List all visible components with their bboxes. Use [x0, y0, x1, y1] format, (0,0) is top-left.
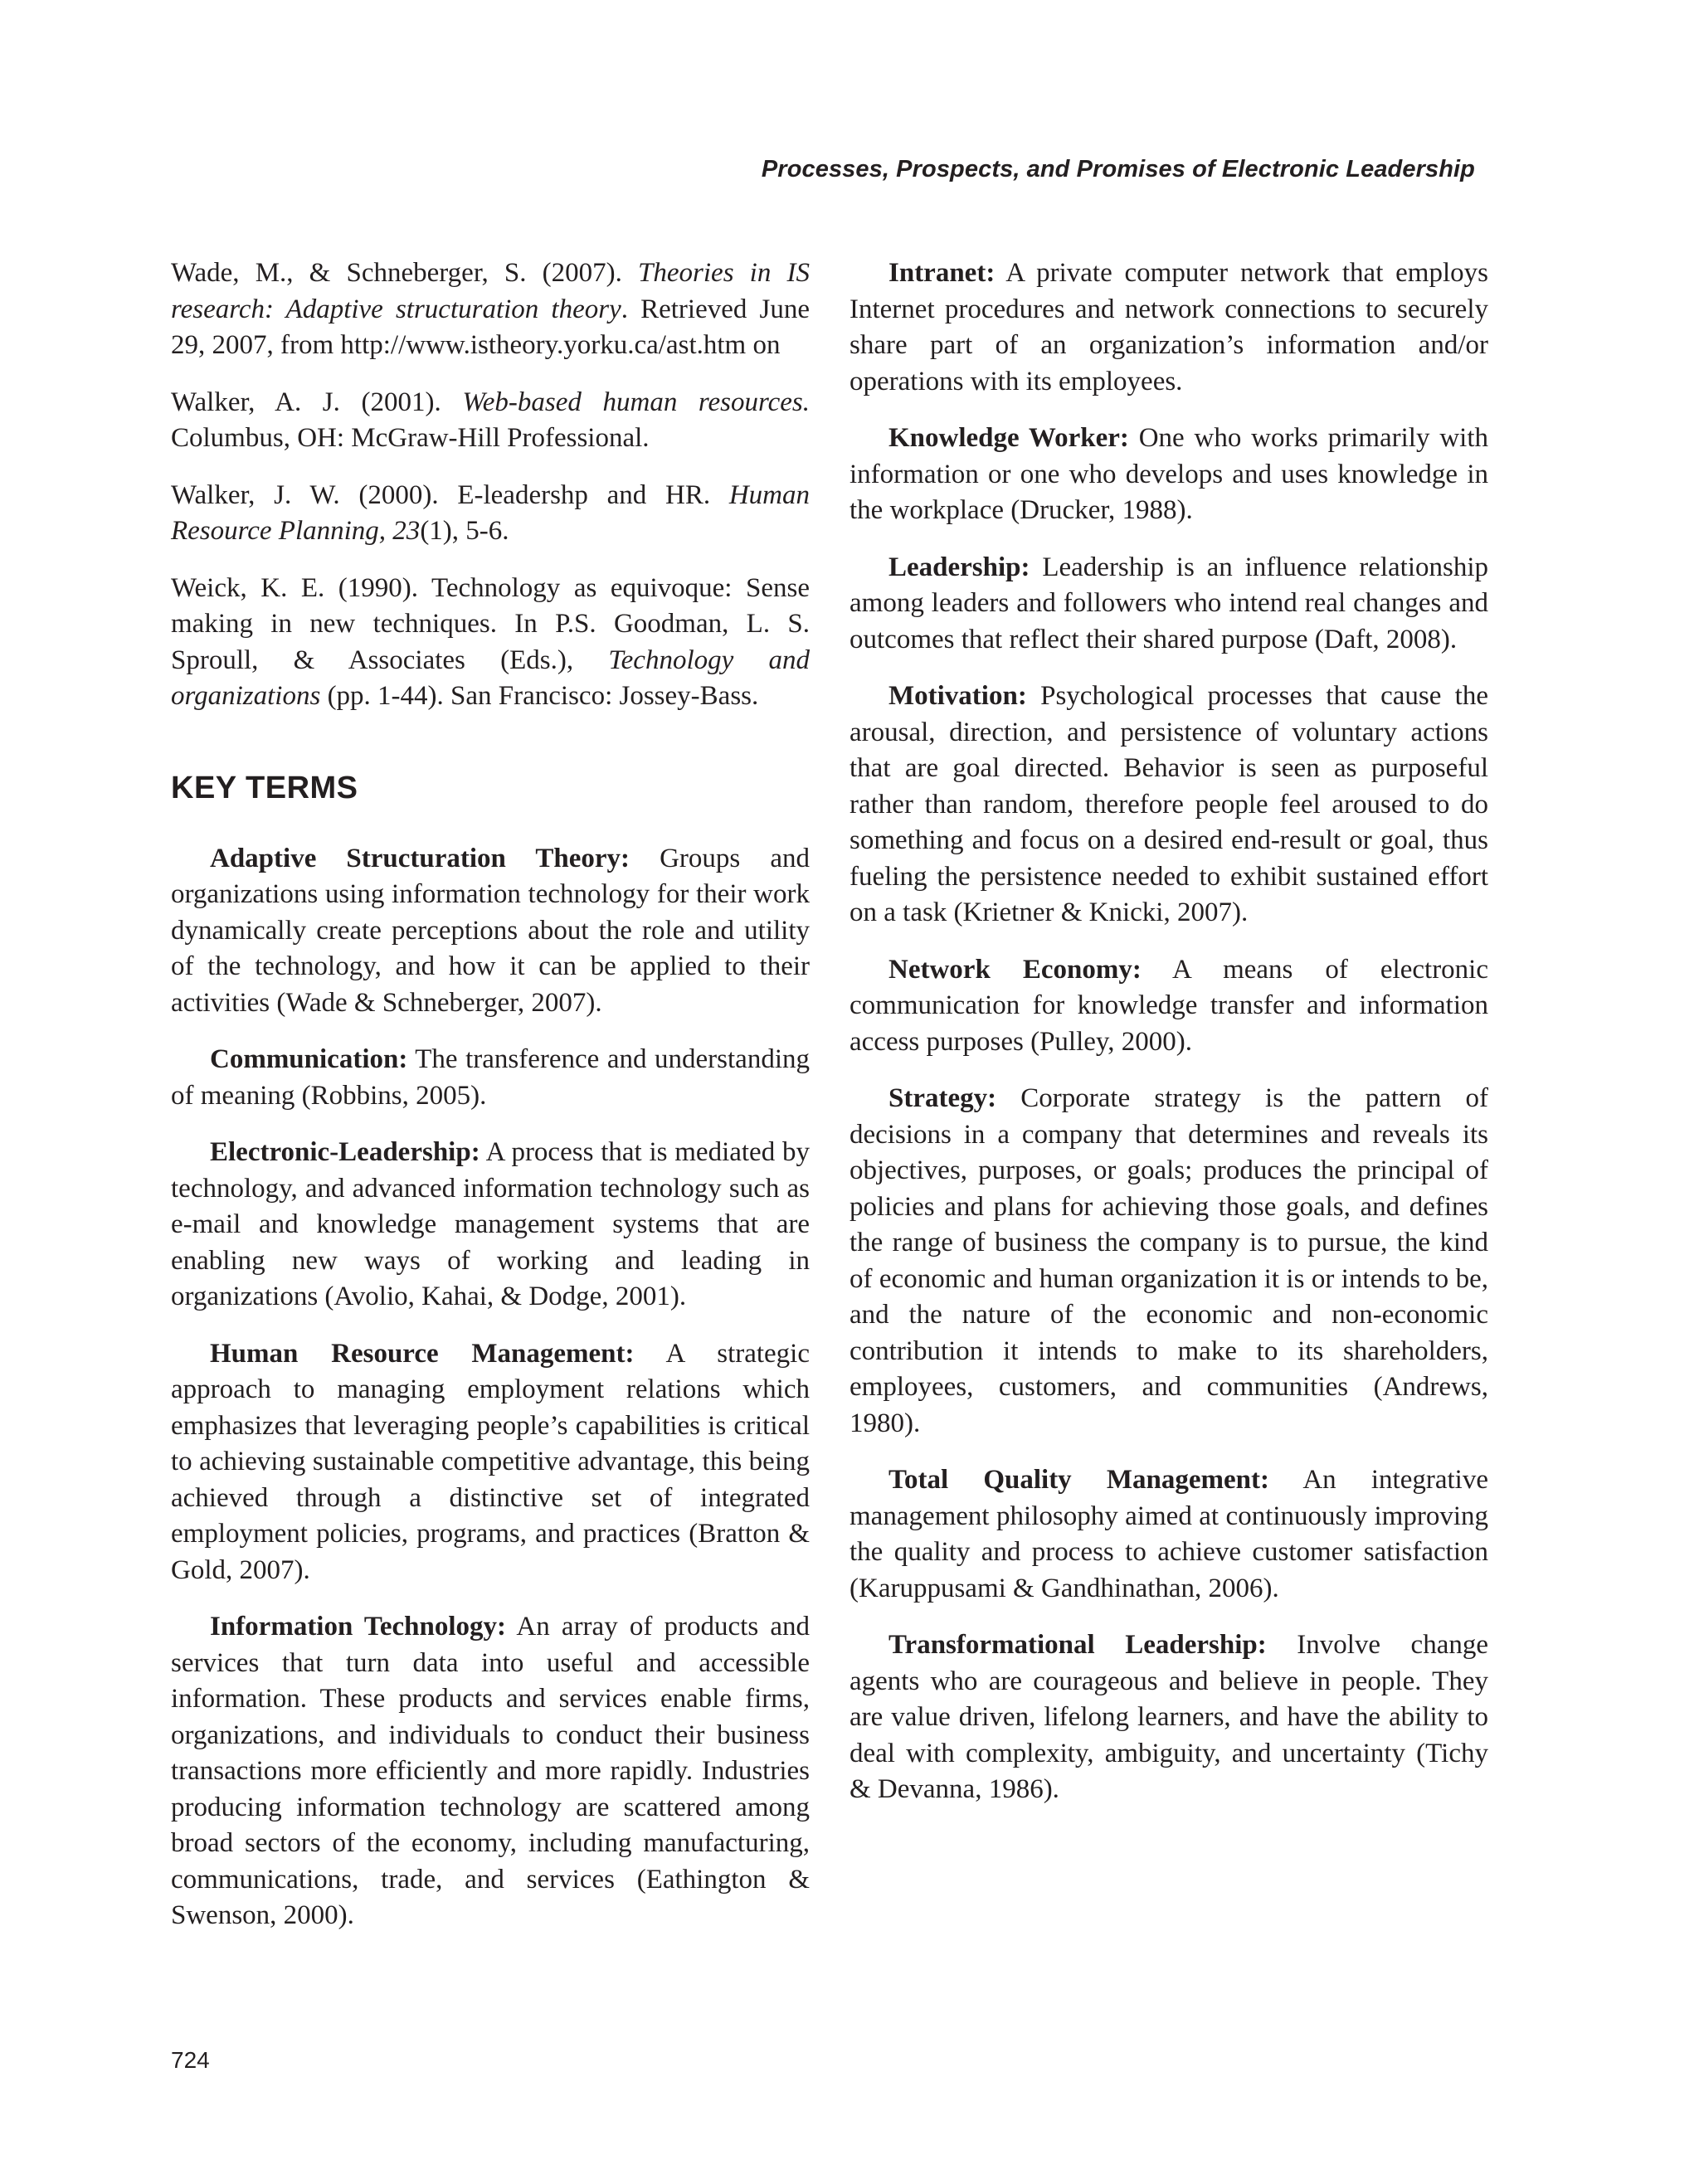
- reference-entry: Weick, K. E. (1990). Technology as equivoque: Sense making in new techniques. In P.S. Goodman, L. S. Sproull, & Associates (Eds.), Technology and organizations (pp. 1-44). San Francisco: Jossey-Bass.: [171, 572, 810, 711]
- running-header: Processes, Prospects, and Promises of Electronic Leadership: [761, 156, 1475, 182]
- key-term-entry: [171, 1135, 810, 1316]
- key-term-name: Leadership:: [888, 552, 1030, 582]
- key-term-entry: [850, 1462, 1488, 1607]
- key-term-name: Strategy:: [888, 1083, 997, 1113]
- key-term-entry: [850, 952, 1488, 1061]
- key-term-definition: Leadership is an influence relationship among leaders and followers who intend real changes and outcomes that reflect their shared purpose (Daft, 2008).: [850, 552, 1488, 654]
- key-term-entry: [171, 841, 810, 1022]
- key-term-definition: Involve change agents who are courageous and believe in people. They are value driven, lifelong learners, and have the ability to deal with complexity, ambiguity, and uncertainty (Tichy & Devanna, 1986).: [850, 1630, 1488, 1804]
- key-term-definition: A means of electronic communication for knowledge transfer and information access purposes (Pulley, 2000).: [850, 954, 1488, 1057]
- key-term-entry: [850, 1081, 1488, 1442]
- key-term-definition: A private computer network that employs Internet procedures and network connections to securely share part of an organization’s information and/or operations with its employees.: [850, 258, 1488, 396]
- key-term-entry: [850, 550, 1488, 659]
- right-column: [850, 255, 1488, 1829]
- reference-entry: Walker, A. J. (2001). Web-based human resources. Columbus, OH: McGraw-Hill Professional.: [171, 387, 811, 453]
- key-term-definition: The transference and understanding of meaning (Robbins, 2005).: [171, 1044, 810, 1111]
- key-term-definition: Psychological processes that cause the arousal, direction, and persistence of voluntary actions that are goal directed. Behavior is seen as purposeful rather than random, therefore people feel aroused to do something and focus on a desired end-result or goal, thus fueling the persistence needed to exhibit sustained effort on a task (Krietner & Knicki, 2007).: [850, 681, 1488, 927]
- key-term-definition: Groups and organizations using information technology for their work dynamically create perceptions about the role and utility of the technology, and how it can be applied to their activities (Wade & Schneberger, 2007).: [171, 843, 810, 1018]
- key-term-name: Human Resource Management:: [210, 1338, 635, 1369]
- page-number: 724: [171, 2047, 210, 2073]
- key-term-name: Motivation:: [888, 681, 1027, 711]
- key-term-name: Electronic-Leadership:: [210, 1137, 480, 1167]
- key-term-entry: [171, 1336, 810, 1589]
- key-terms-heading: KEY TERMS: [171, 770, 358, 805]
- key-term-name: Information Technology:: [210, 1612, 507, 1642]
- key-term-name: Knowledge Worker:: [888, 423, 1129, 453]
- key-term-entry: [171, 1042, 810, 1114]
- key-term-name: Network Economy:: [888, 954, 1142, 985]
- key-term-entry: [171, 1609, 810, 1934]
- key-term-definition: A process that is mediated by technology, and advanced information technology such as e-mail and knowledge management systems that are enabling new ways of working and leading in organizations (Avolio, Kahai, & Dodge, 2001).: [171, 1137, 810, 1311]
- reference-entry: Wade, M., & Schneberger, S. (2007). Theories in IS research: Adaptive structuration theory. Retrieved June 29, 2007, from http://www.istheory.yorku.ca/ast.htm on: [171, 258, 810, 360]
- key-term-name: Intranet:: [888, 258, 996, 288]
- key-term-name: Communication:: [210, 1044, 408, 1074]
- key-term-definition: An array of products and services that turn data into useful and accessible information. These products and services enable firms, organizations, and individuals to conduct their business transactions more efficiently and more rapidly. Industries producing information technology are scattered among broad sectors of the economy, including manufacturing, communications, trade, and services (Eathington & Swenson, 2000).: [171, 1612, 811, 1930]
- key-term-definition: An integrative management philosophy aimed at continuously improving the quality and process to achieve customer satisfaction (Karuppusami & Gandhinathan, 2006).: [850, 1465, 1488, 1603]
- left-column: [171, 255, 810, 1955]
- key-term-entry: [850, 1627, 1488, 1808]
- key-term-name: Transformational Leadership:: [888, 1630, 1267, 1660]
- key-term-entry: [850, 679, 1488, 931]
- reference-entry: Walker, J. W. (2000). E-leadershp and HR. Human Resource Planning, 23(1), 5-6.: [171, 479, 810, 546]
- key-term-entry: [850, 255, 1488, 400]
- key-term-definition: One who works primarily with information or one who develops and uses knowledge in the workplace (Drucker, 1988).: [850, 423, 1488, 525]
- key-term-definition: Corporate strategy is the pattern of decisions in a company that determines and reveals its objectives, purposes, or goals; produces the principal of policies and plans for achieving those goals, and defines the range of business the company is to pursue, the kind of economic and human organization it is or intends to be, and the nature of the economic and non-economic contribution it intends to make to its shareholders, employees, customers, and communities (Andrews, 1980).: [850, 1083, 1488, 1438]
- key-term-definition: A strategic approach to managing employment relations which emphasizes that leveraging people’s capabilities is critical to achieving sustainable competitive advantage, this being achieved through a distinctive set of integrated employment policies, programs, and practices (Bratton & Gold, 2007).: [171, 1338, 810, 1585]
- key-term-name: Adaptive Structuration Theory:: [210, 843, 630, 873]
- key-term-name: Total Quality Management:: [888, 1465, 1269, 1495]
- key-term-entry: [850, 421, 1488, 529]
